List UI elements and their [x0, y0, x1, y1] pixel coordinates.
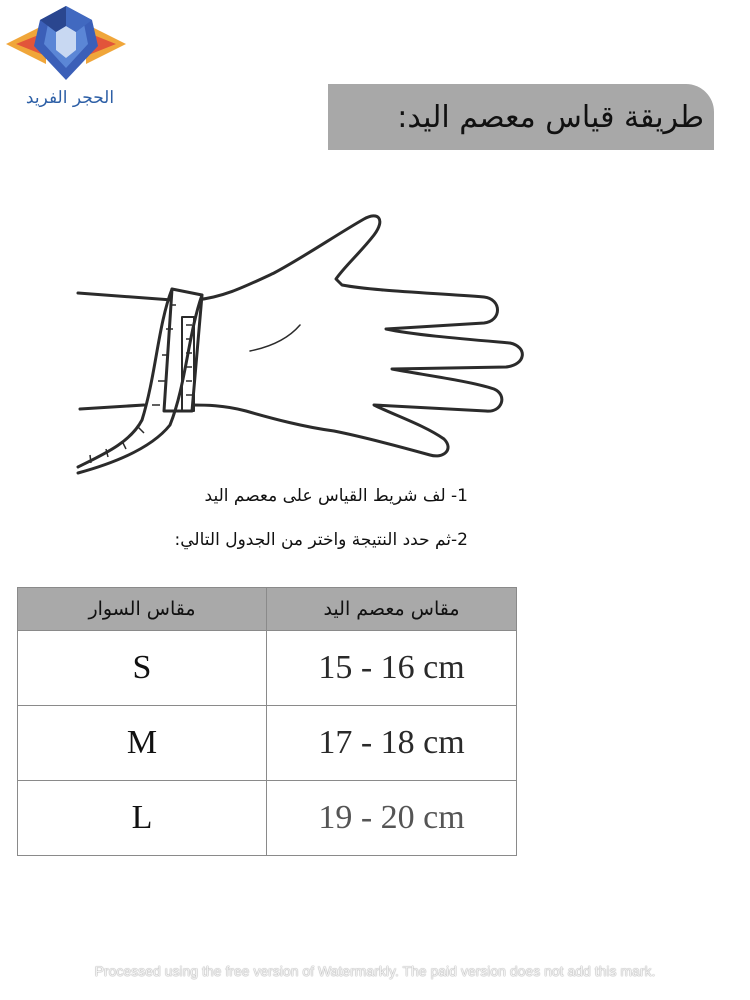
table-row — [18, 631, 517, 706]
size-cell: M — [18, 706, 267, 781]
instruction-step-1: 1- لف شريط القياس على معصم اليد — [204, 486, 468, 506]
wrist-range-cell: 15 - 16 cm — [267, 631, 517, 706]
wrist-range-cell: 19 - 20 cm — [267, 781, 517, 856]
gem-icon — [6, 4, 126, 88]
title-banner — [328, 84, 714, 150]
instruction-step-2: 2-ثم حدد النتيجة واختر من الجدول التالي: — [174, 530, 468, 550]
table-row — [18, 706, 517, 781]
watermark-text: Processed using the free version of Watermarkly. The paid version does not add this mark. — [94, 963, 656, 979]
wrist-range-cell: 17 - 18 cm — [267, 706, 517, 781]
header-wrist-size: مقاس معصم اليد — [267, 588, 517, 631]
logo-text: الحجر الفريد — [25, 88, 115, 108]
header-bracelet-size: مقاس السوار — [18, 588, 267, 631]
size-cell: S — [18, 631, 267, 706]
size-cell: L — [18, 781, 267, 856]
hand-with-measuring-tape-icon — [74, 205, 524, 475]
table-header-row — [18, 588, 517, 631]
table-row — [18, 781, 517, 856]
size-table — [17, 587, 517, 856]
brand-logo — [6, 4, 126, 112]
page-title: طريقة قياس معصم اليد: — [397, 99, 704, 135]
